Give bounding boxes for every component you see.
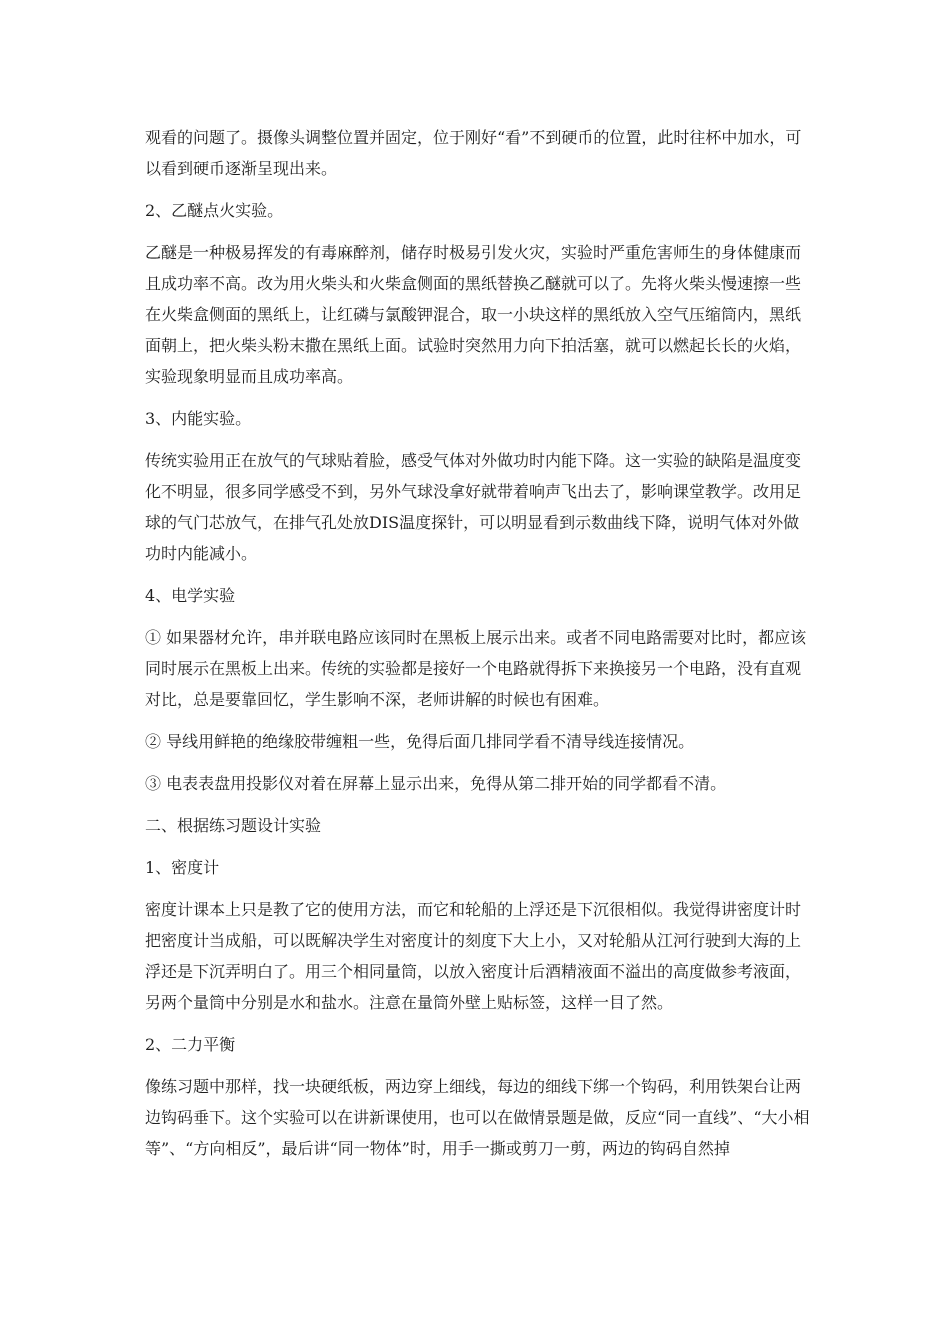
- heading-electric-experiment: 4、电学实验: [145, 586, 236, 605]
- list-item-electric-3: ③ 电表表盘用投影仪对着在屏幕上显示出来，免得从第二排开始的同学都看不清。: [145, 774, 727, 793]
- section-heading-exercise-design: 二、根据练习题设计实验: [145, 816, 322, 835]
- paragraph-force-balance: 像练习题中那样，找一块硬纸板，两边穿上细线，每边的细线下绑一个钩码，利用铁架台让两边钩码垂下。这个实验可以在讲新课使用，也可以在做情景题是做，反应“同一直线”、“大小相等”、“方向相反”，最后讲“同一物体”时，用手一撕或剪刀一剪，两边的钩码自然掉: [145, 1077, 810, 1158]
- heading-densimeter: 1、密度计: [145, 858, 220, 877]
- heading-ether-ignition: 2、乙醚点火实验。: [145, 201, 284, 220]
- list-item-electric-2: ② 导线用鲜艳的绝缘胶带缠粗一些，免得后面几排同学看不清导线连接情况。: [145, 732, 695, 751]
- list-item-electric-1: ① 如果器材允许，串并联电路应该同时在黑板上展示出来。或者不同电路需要对比时，都应该同时展示在黑板上出来。传统的实验都是接好一个电路就得拆下来换接另一个电路，没有直观对比，总是要靠回忆，学生影响不深，老师讲解的时候也有困难。: [145, 628, 807, 709]
- document-body: [145, 122, 811, 1175]
- paragraph-densimeter: 密度计课本上只是教了它的使用方法，而它和轮船的上浮还是下沉很相似。我觉得讲密度计时把密度计当成船，可以既解决学生对密度计的刻度下大上小，又对轮船从江河行驶到大海的上浮还是下沉弄明白了。用三个相同量筒，以放入密度计后酒精液面不溢出的高度做参考液面，另两个量筒中分别是水和盐水。注意在量筒外壁上贴标签，这样一目了然。: [145, 900, 802, 1012]
- heading-internal-energy: 3、内能实验。: [145, 409, 252, 428]
- paragraph-internal-energy: 传统实验用正在放气的气球贴着脸，感受气体对外做功时内能下降。这一实验的缺陷是温度变化不明显，很多同学感受不到，另外气球没拿好就带着响声飞出去了，影响课堂教学。改用足球的气门芯放气，在排气孔处放DIS温度探针，可以明显看到示数曲线下降，说明气体对外做功时内能减小。: [145, 451, 802, 563]
- paragraph-ether-ignition: 乙醚是一种极易挥发的有毒麻醉剂，储存时极易引发火灾，实验时严重危害师生的身体健康而且成功率不高。改为用火柴头和火柴盒侧面的黑纸替换乙醚就可以了。先将火柴头慢速擦一些在火柴盒侧面的黑纸上，让红磷与氯酸钾混合，取一小块这样的黑纸放入空气压缩筒内，黑纸面朝上，把火柴头粉末撒在黑纸上面。试验时突然用力向下拍活塞，就可以燃起长长的火焰，实验现象明显而且成功率高。: [145, 243, 802, 386]
- paragraph-coin-experiment-end: 观看的问题了。摄像头调整位置并固定，位于刚好“看”不到硬币的位置，此时往杯中加水，可以看到硬币逐渐呈现出来。: [145, 128, 802, 178]
- heading-force-balance: 2、二力平衡: [145, 1035, 236, 1054]
